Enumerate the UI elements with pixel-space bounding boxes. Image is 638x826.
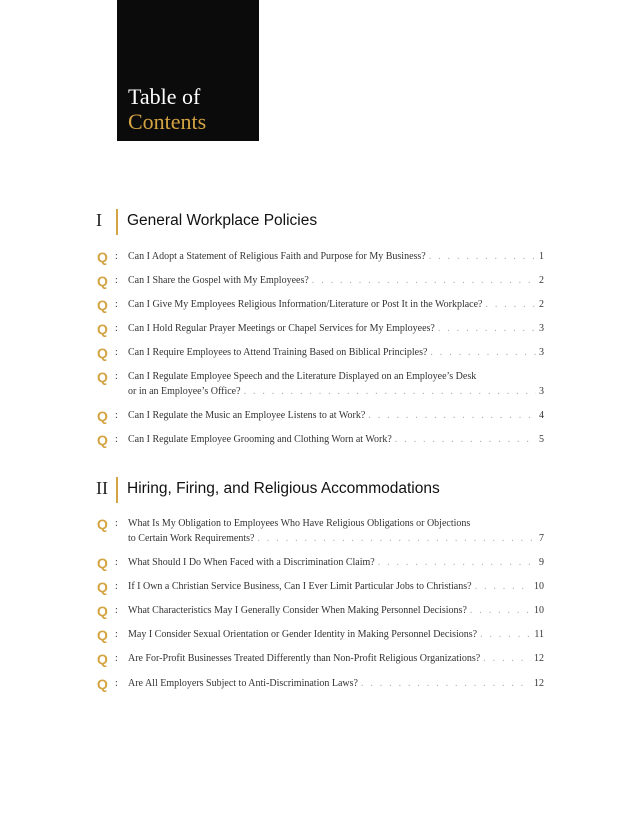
entry-title-line1: Can I Regulate Employee Speech and the Literature Displayed on an Employee’s Desk — [128, 371, 477, 382]
entry-title: Can I Share the Gospel with My Employees? — [128, 275, 309, 286]
q-marker: Q — [97, 249, 108, 265]
q-marker: Q — [97, 321, 108, 337]
entry-title: Are All Employers Subject to Anti-Discrimination Laws? — [128, 678, 358, 689]
entry-page: 2 — [539, 299, 544, 310]
q-marker: Q — [97, 345, 108, 361]
entry-title: May I Consider Sexual Orientation or Gender Identity in Making Personnel Decisions? — [128, 629, 478, 640]
toc-title-line1: Table of — [128, 84, 201, 109]
entry-title: or in an Employee’s Office? — [128, 386, 241, 397]
section-divider — [116, 477, 118, 503]
q-marker: Q — [97, 297, 108, 313]
section-header — [0, 209, 638, 235]
q-marker: Q — [97, 408, 108, 424]
q-marker: Q — [97, 432, 108, 448]
entry-page: 4 — [539, 410, 544, 421]
q-marker: Q — [97, 676, 108, 692]
section-header — [0, 477, 638, 503]
entry-page: 2 — [539, 275, 544, 286]
entry-page: 7 — [539, 533, 544, 544]
entry-title: Can I Adopt a Statement of Religious Faith and Purpose for My Business? — [128, 251, 426, 262]
entry-page: 1 — [539, 251, 544, 262]
q-marker: Q — [97, 516, 108, 532]
entry-title: If I Own a Christian Service Business, Can I Ever Limit Particular Jobs to Christians? — [128, 581, 472, 592]
q-marker: Q — [97, 555, 108, 571]
q-marker: Q — [97, 369, 108, 385]
entry-title: Can I Regulate the Music an Employee Listens to at Work? — [128, 410, 366, 421]
toc-title-block — [117, 0, 259, 141]
section-title: General Workplace Policies — [127, 212, 318, 229]
entry-title-line1: What Is My Obligation to Employees Who Have Religious Obligations or Objections — [128, 518, 471, 529]
entry-title: Can I Require Employees to Attend Training Based on Biblical Principles? — [128, 347, 428, 358]
entry-title: What Should I Do When Faced with a Discrimination Claim? — [128, 557, 375, 568]
entry-page: 9 — [539, 557, 544, 568]
entry-title: What Characteristics May I Generally Consider When Making Personnel Decisions? — [128, 605, 467, 616]
section-title: Hiring, Firing, and Religious Accommodations — [127, 480, 440, 497]
entry-page: 3 — [539, 323, 544, 334]
entry-title: Can I Regulate Employee Grooming and Clothing Worn at Work? — [128, 434, 392, 445]
entry-page: 12 — [534, 678, 544, 689]
section-numeral: II — [96, 478, 108, 498]
entry-page: 3 — [539, 347, 544, 358]
entry-page: 5 — [539, 434, 544, 445]
entry-title: Can I Give My Employees Religious Information/Literature or Post It in the Workplace? — [128, 299, 483, 310]
q-marker: Q — [97, 273, 108, 289]
entry-page: 3 — [539, 386, 544, 397]
entry-page: 10 — [534, 605, 544, 616]
entry-page: 11 — [534, 629, 544, 640]
q-marker: Q — [97, 651, 108, 667]
q-marker: Q — [97, 579, 108, 595]
q-marker: Q — [97, 627, 108, 643]
entry-title: to Certain Work Requirements? — [128, 533, 255, 544]
entry-page: 10 — [534, 581, 544, 592]
entry-page: 12 — [534, 653, 544, 664]
section-divider — [116, 209, 118, 235]
entry-title: Can I Hold Regular Prayer Meetings or Chapel Services for My Employees? — [128, 323, 435, 334]
toc-title-line2: Contents — [128, 109, 207, 134]
entry-title: Are For-Profit Businesses Treated Differently than Non-Profit Religious Organizations? — [128, 653, 481, 664]
section-numeral: I — [96, 210, 102, 230]
q-marker: Q — [97, 603, 108, 619]
